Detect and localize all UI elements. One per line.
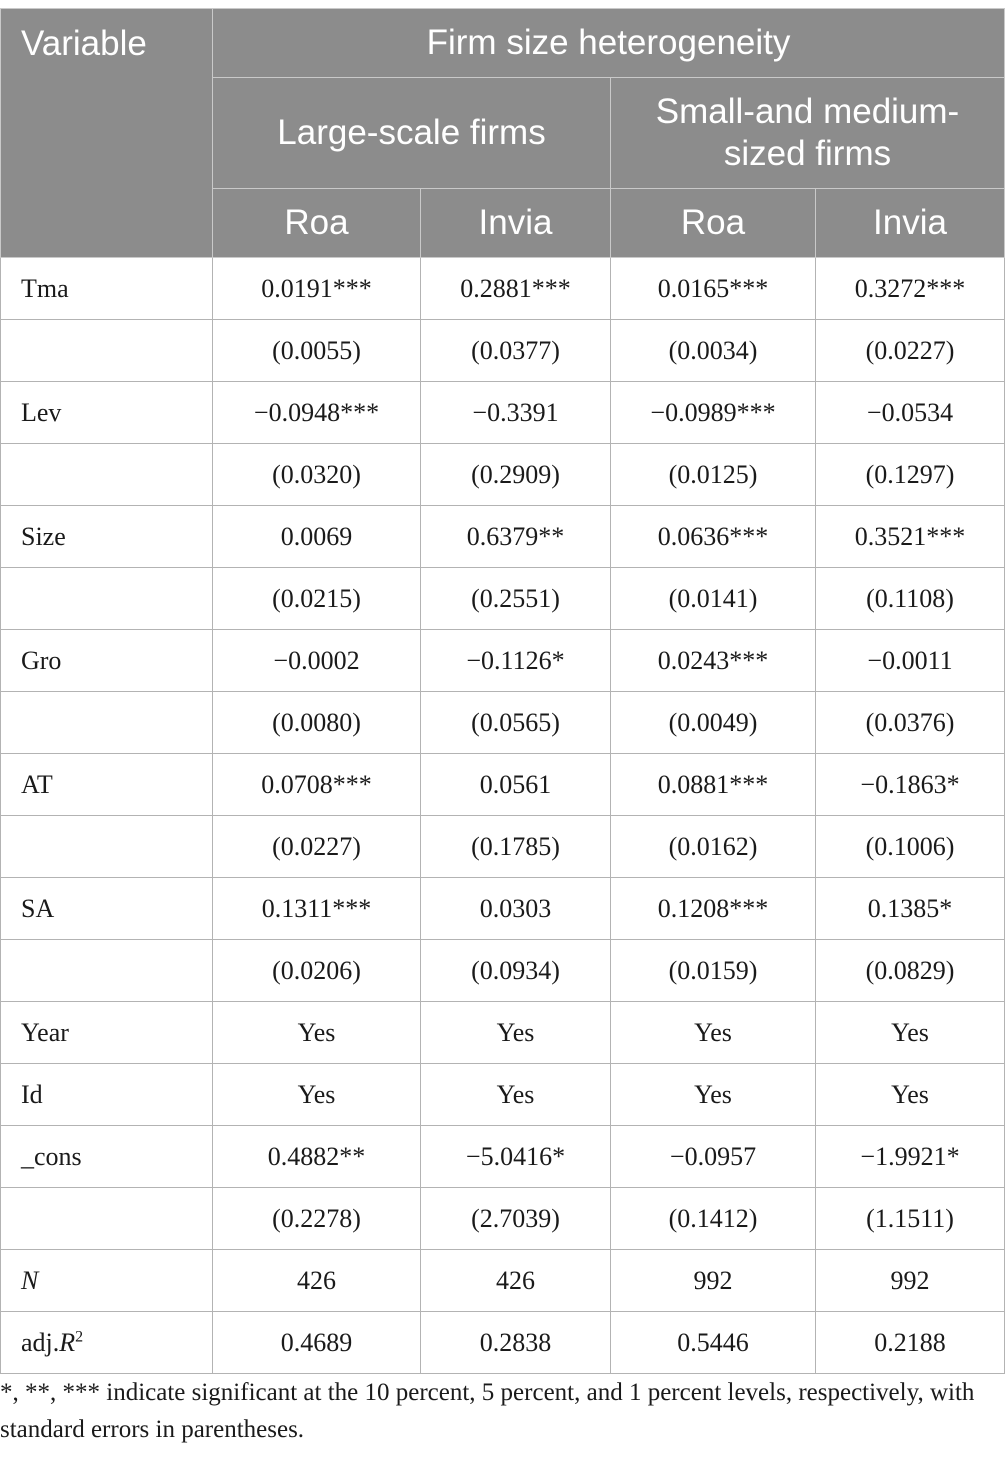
table-cell: −0.0957 <box>611 1126 816 1188</box>
column-header-roa-large: Roa <box>213 189 421 258</box>
table-cell: 0.1208*** <box>611 878 816 940</box>
table-cell: Yes <box>421 1002 611 1064</box>
superscript-2: 2 <box>75 1327 84 1345</box>
table-cell: 0.4882** <box>213 1126 421 1188</box>
table-row <box>1 630 1005 692</box>
row-label <box>1 816 213 878</box>
table-cell: (1.1511) <box>816 1188 1005 1250</box>
row-label: N <box>1 1250 213 1312</box>
table-cell: −0.1126* <box>421 630 611 692</box>
table-cell: 992 <box>611 1250 816 1312</box>
table-cell: (2.7039) <box>421 1188 611 1250</box>
row-label <box>1 940 213 1002</box>
table-cell: −5.0416* <box>421 1126 611 1188</box>
table-cell: (0.0934) <box>421 940 611 1002</box>
column-header-invia-sme: Invia <box>816 189 1005 258</box>
table-cell: −0.0002 <box>213 630 421 692</box>
table-cell: 0.5446 <box>611 1312 816 1374</box>
table-row <box>1 754 1005 816</box>
table-cell: 0.0069 <box>213 506 421 568</box>
table-cell: 0.0636*** <box>611 506 816 568</box>
table-cell: 0.0881*** <box>611 754 816 816</box>
table-row <box>1 444 1005 506</box>
table-cell: (0.0125) <box>611 444 816 506</box>
table-cell: 0.6379** <box>421 506 611 568</box>
row-label <box>1 692 213 754</box>
row-label <box>1 320 213 382</box>
row-label: Size <box>1 506 213 568</box>
row-label <box>1 444 213 506</box>
table-header <box>1 9 1005 258</box>
table-cell: (0.0829) <box>816 940 1005 1002</box>
table-cell: −1.9921* <box>816 1126 1005 1188</box>
table-cell: 0.0191*** <box>213 258 421 320</box>
table-cell: (0.0377) <box>421 320 611 382</box>
table-cell: 426 <box>213 1250 421 1312</box>
table-row <box>1 568 1005 630</box>
table-cell: 992 <box>816 1250 1005 1312</box>
table-cell: 0.0243*** <box>611 630 816 692</box>
table-cell: −0.3391 <box>421 382 611 444</box>
table-cell: 0.0561 <box>421 754 611 816</box>
table-row <box>1 382 1005 444</box>
table-cell: (0.2551) <box>421 568 611 630</box>
table-cell: (0.1412) <box>611 1188 816 1250</box>
table-cell: (0.0055) <box>213 320 421 382</box>
table-cell: 0.2881*** <box>421 258 611 320</box>
row-label: Tma <box>1 258 213 320</box>
table-cell: (0.0206) <box>213 940 421 1002</box>
table-row <box>1 506 1005 568</box>
table-row <box>1 1064 1005 1126</box>
table-cell: Yes <box>213 1064 421 1126</box>
table-cell: 0.2838 <box>421 1312 611 1374</box>
row-label: Gro <box>1 630 213 692</box>
table-cell: (0.0049) <box>611 692 816 754</box>
regression-table <box>0 8 1005 1374</box>
table-cell: 0.1311*** <box>213 878 421 940</box>
table-cell: (0.0565) <box>421 692 611 754</box>
row-label: _cons <box>1 1126 213 1188</box>
table-row <box>1 878 1005 940</box>
table-row <box>1 1250 1005 1312</box>
table-cell: (0.1006) <box>816 816 1005 878</box>
row-label: AT <box>1 754 213 816</box>
table-row <box>1 1126 1005 1188</box>
row-label: Year <box>1 1002 213 1064</box>
table-row <box>1 1188 1005 1250</box>
row-label: SA <box>1 878 213 940</box>
table-cell: −0.0534 <box>816 382 1005 444</box>
table-cell: (0.2278) <box>213 1188 421 1250</box>
table-cell: 426 <box>421 1250 611 1312</box>
table-cell: −0.0989*** <box>611 382 816 444</box>
row-label <box>1 568 213 630</box>
row-label-adj-r2 <box>1 1312 213 1374</box>
row-label: Lev <box>1 382 213 444</box>
table-cell: (0.0034) <box>611 320 816 382</box>
table-footnote: *, **, *** indicate significant at the 10 percent, 5 percent, and 1 percent levels, respectively, with standard errors in parentheses. <box>0 1379 975 1443</box>
table-body <box>1 258 1005 1374</box>
variable-header: Variable <box>1 9 213 258</box>
table-cell: (0.2909) <box>421 444 611 506</box>
table-row <box>1 692 1005 754</box>
row-label <box>1 1188 213 1250</box>
table-cell: Yes <box>816 1002 1005 1064</box>
adj-prefix: adj. <box>21 1327 60 1357</box>
table-cell: Yes <box>611 1064 816 1126</box>
column-header-invia-large: Invia <box>421 189 611 258</box>
table-cell: (0.0227) <box>213 816 421 878</box>
subgroup-header-sme: Small-and medium-sized firms <box>611 78 1005 189</box>
table-cell: (0.1297) <box>816 444 1005 506</box>
table-cell: 0.0708*** <box>213 754 421 816</box>
table-cell: −0.1863* <box>816 754 1005 816</box>
group-header: Firm size heterogeneity <box>213 9 1005 78</box>
table-cell: (0.0162) <box>611 816 816 878</box>
table-cell: 0.3272*** <box>816 258 1005 320</box>
table-cell: 0.0165*** <box>611 258 816 320</box>
table-cell: Yes <box>611 1002 816 1064</box>
table-cell: Yes <box>816 1064 1005 1126</box>
table-cell: 0.0303 <box>421 878 611 940</box>
table-cell: Yes <box>213 1002 421 1064</box>
column-header-roa-sme: Roa <box>611 189 816 258</box>
table-cell: (0.0159) <box>611 940 816 1002</box>
table-row <box>1 1312 1005 1374</box>
table-cell: 0.2188 <box>816 1312 1005 1374</box>
table-cell: (0.0320) <box>213 444 421 506</box>
r-variable: R <box>59 1327 76 1357</box>
table-cell: (0.1785) <box>421 816 611 878</box>
table-cell: (0.0376) <box>816 692 1005 754</box>
table-row <box>1 940 1005 1002</box>
table-cell: 0.4689 <box>213 1312 421 1374</box>
table-cell: (0.0080) <box>213 692 421 754</box>
table-cell: (0.1108) <box>816 568 1005 630</box>
table-cell: (0.0141) <box>611 568 816 630</box>
table-cell: (0.0215) <box>213 568 421 630</box>
table-cell: 0.3521*** <box>816 506 1005 568</box>
table-cell: 0.1385* <box>816 878 1005 940</box>
table-cell: Yes <box>421 1064 611 1126</box>
table-row <box>1 258 1005 320</box>
table-row <box>1 816 1005 878</box>
row-label: Id <box>1 1064 213 1126</box>
table-row <box>1 320 1005 382</box>
subgroup-header-large: Large-scale firms <box>213 78 611 189</box>
table-cell: (0.0227) <box>816 320 1005 382</box>
table-cell: −0.0948*** <box>213 382 421 444</box>
table-cell: −0.0011 <box>816 630 1005 692</box>
table-row <box>1 1002 1005 1064</box>
